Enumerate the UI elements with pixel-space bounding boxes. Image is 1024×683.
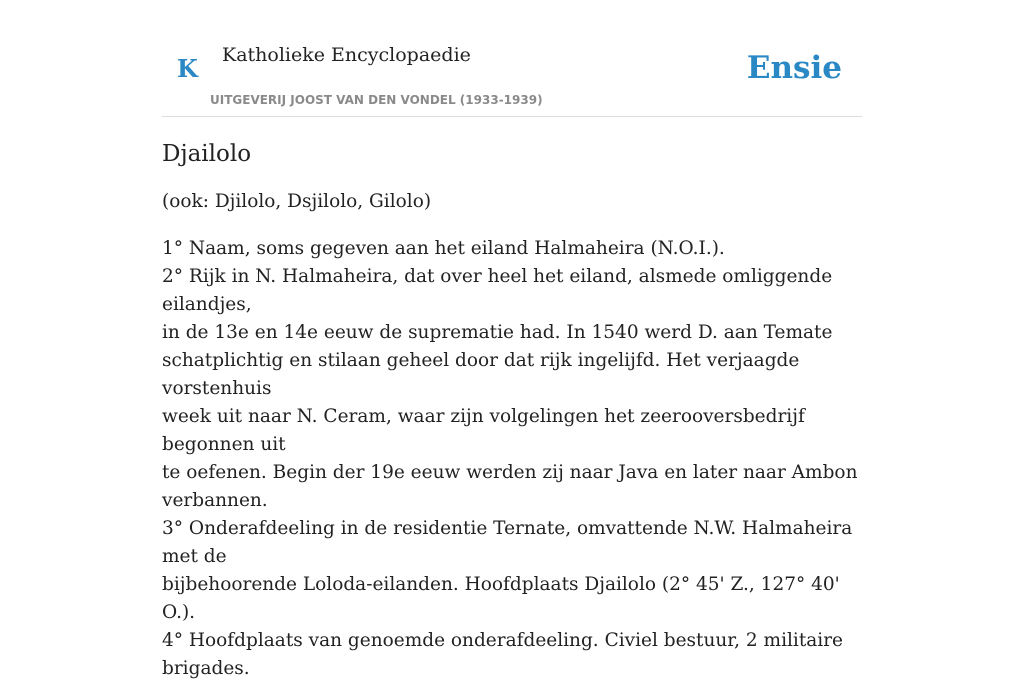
body-line: 4° Hoofdplaats van genoemde onderafdeeling. Civiel bestuur, 2 militaire brigades.: [162, 630, 843, 679]
entry-title: Djailolo: [162, 141, 252, 167]
body-line: bijbehoorende Loloda-eilanden. Hoofdplaats Djailolo (2° 45' Z., 127° 40' O.).: [162, 574, 840, 623]
encyclopedia-logo[interactable]: K: [177, 54, 198, 83]
body-line: verbannen.: [162, 490, 268, 511]
article: [162, 138, 862, 683]
body-line: te oefenen. Begin der 19e eeuw werden zij naar Java en later naar Ambon: [162, 462, 858, 483]
entry-body: [162, 235, 862, 683]
body-line: in de 13e en 14e eeuw de suprematie had. In 1540 werd D. aan Temate: [162, 322, 833, 343]
body-line: week uit naar N. Ceram, waar zijn volgelingen het zeerooversbedrijf begonnen uit: [162, 406, 805, 455]
publisher-label: UITGEVERIJ JOOST VAN DEN VONDEL (1933-1939): [210, 93, 543, 107]
body-line: 3° Onderafdeeling in de residentie Ternate, omvattende N.W. Halmaheira met de: [162, 518, 853, 567]
body-line: 2° Rijk in N. Halmaheira, dat over heel het eiland, alsmede omliggende eilandjes,: [162, 266, 833, 315]
body-line: 1° Naam, soms gegeven aan het eiland Halmaheira (N.O.I.).: [162, 238, 725, 259]
site-header: [162, 0, 862, 117]
encyclopedia-title-link[interactable]: Katholieke Encyclopaedie: [222, 44, 471, 66]
ensie-brand-link[interactable]: Ensie: [746, 50, 842, 86]
body-line: schatplichtig en stilaan geheel door dat rijk ingelijfd. Het verjaagde vorstenhuis: [162, 350, 800, 399]
entry-aliases: (ook: Djilolo, Dsjilolo, Gilolo): [162, 191, 432, 212]
